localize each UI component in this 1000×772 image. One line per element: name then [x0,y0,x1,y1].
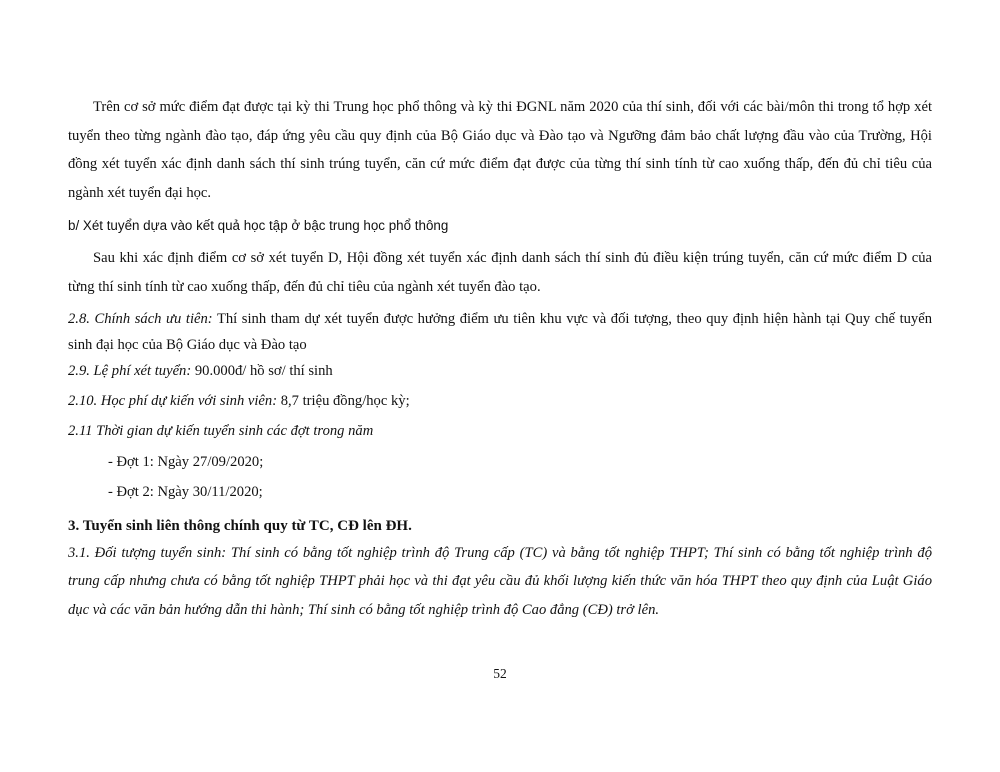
tuition-fee-item [68,388,932,414]
section-3-heading: 3. Tuyển sinh liên thông chính quy từ TC, CĐ lên ĐH. [68,517,412,534]
tuition-fee-label: 2.10. Học phí dự kiến với sinh viên: [68,392,278,409]
admission-schedule-heading: 2.11 Thời gian dự kiến tuyển sinh các đợt trong năm [68,422,374,439]
application-fee-item [68,358,932,384]
application-fee-label: 2.9. Lệ phí xét tuyển: [68,362,192,379]
priority-policy-label: 2.8. Chính sách ưu tiên: [68,310,213,327]
section-3-paragraph: 3.1. Đối tượng tuyển sinh: Thí sinh có bằng tốt nghiệp trình độ Trung cấp (TC) và bằng tốt nghiệp THPT; Thí sinh có bằng tốt nghiệp trình độ trung cấp nhưng chưa có bằng tốt nghiệp THPT phải học và thi đạt yêu cầu đủ khối lượng kiến thức văn hóa THPT theo quy định của Luật Giáo dục và các văn bản hướng dẫn thi hành; Thí sinh có bằng tốt nghiệp trình độ Cao đẳng (CĐ) trở lên. [68,544,932,618]
page-number: 52 [493,666,507,681]
admission-result-paragraph: Trên cơ sở mức điểm đạt được tại kỳ thi Trung học phổ thông và kỳ thi ĐGNL năm 2020 của thí sinh, đối với các bài/môn thi trong tổ hợp xét tuyển theo từng ngành đào tạo, đáp ứng yêu cầu quy định của Bộ Giáo dục và Đào tạo và Ngưỡng đảm bảo chất lượng đầu vào của Trường, Hội đồng xét tuyển xác định danh sách thí sinh trúng tuyển, căn cứ mức điểm đạt được của từng thí sinh tính từ cao xuống thấp, đến đủ chỉ tiêu của ngành xét tuyển đại học. [68,99,932,201]
round-1-item: - Đợt 1: Ngày 27/09/2020; [108,453,264,470]
document-page [68,98,932,624]
priority-policy-text: Thí sinh tham dự xét tuyển được hưởng điểm ưu tiên khu vực và đối tượng, theo quy định hiện hành tại Quy chế tuyển sinh đại học của Bộ Giáo dục và Đào tạo [68,310,933,353]
section-b-heading: b/ Xét tuyển dựa vào kết quả học tập ở bậc trung học phổ thông [68,218,449,234]
section-b-paragraph: Sau khi xác định điểm cơ sở xét tuyển D, Hội đồng xét tuyển xác định danh sách thí sinh đủ điều kiện trúng tuyển, căn cứ mức điểm D của từng thí sinh tính từ cao xuống thấp, đến đủ chỉ tiêu của ngành xét tuyển đào tạo. [68,250,932,295]
priority-policy-item [68,306,932,358]
round-2-item: - Đợt 2: Ngày 30/11/2020; [108,483,263,500]
tuition-fee-text: 8,7 triệu đồng/học kỳ; [277,392,410,409]
application-fee-text: 90.000đ/ hồ sơ/ thí sinh [191,362,333,379]
